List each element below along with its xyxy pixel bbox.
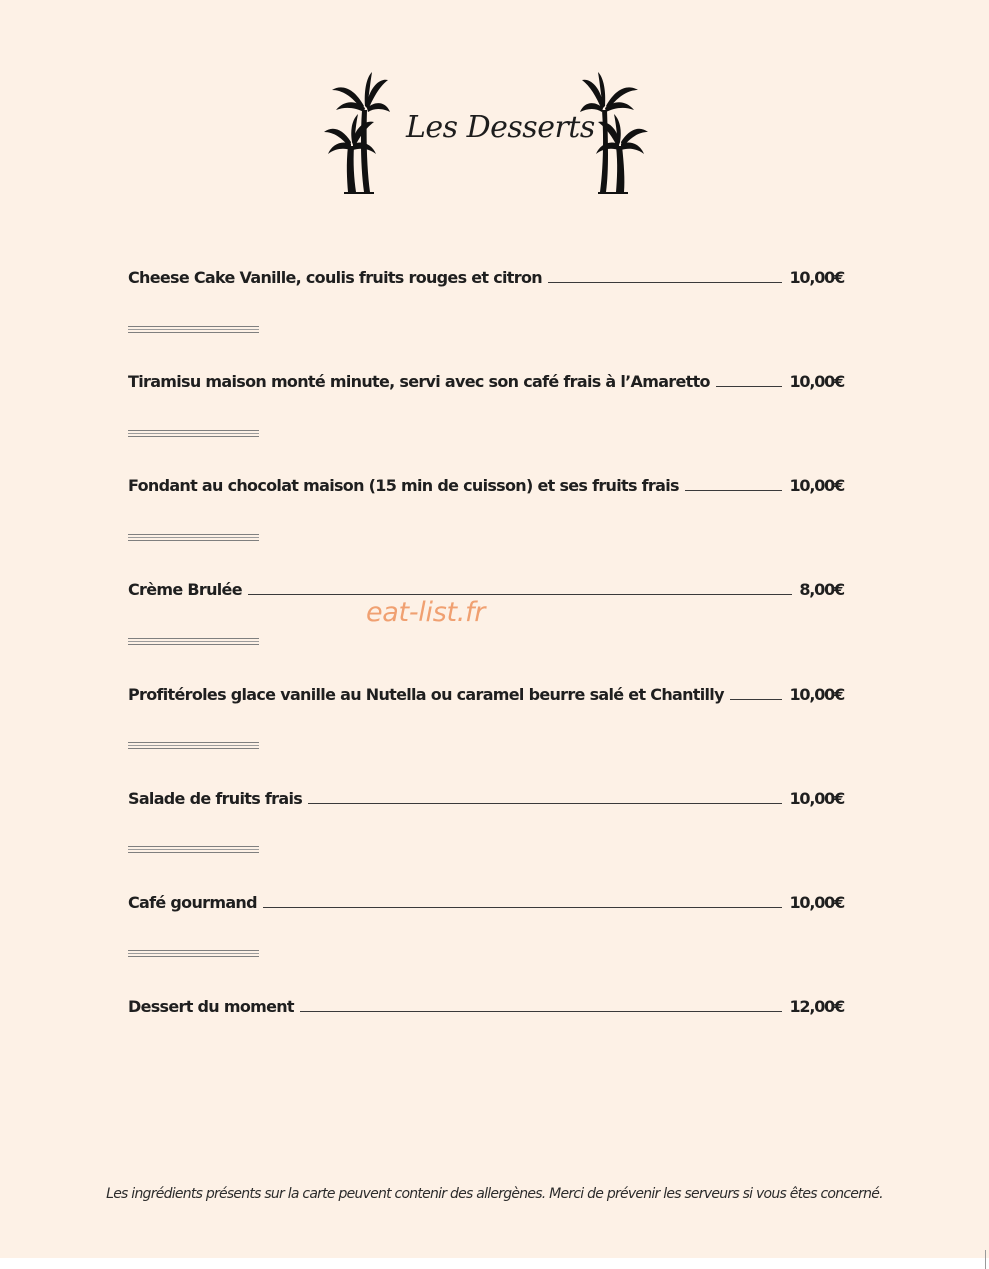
page-title: Les Desserts	[406, 110, 595, 145]
divider	[128, 742, 259, 749]
leader-line	[685, 490, 783, 491]
watermark: eat-list.fr	[366, 597, 486, 628]
menu-item	[128, 887, 844, 913]
menu-item	[128, 574, 844, 600]
divider	[128, 638, 259, 645]
menu-item-name: Cheese Cake Vanille, coulis fruits rouges et citron	[128, 268, 542, 287]
menu-item-price: 12,00€	[789, 997, 844, 1016]
leader-line	[730, 699, 783, 700]
menu-item	[128, 783, 844, 809]
menu-item-price: 10,00€	[789, 476, 844, 495]
menu-item-price: 10,00€	[789, 372, 844, 391]
divider	[128, 326, 259, 333]
scroll-edge-marker	[985, 1250, 986, 1269]
menu-item-name: Café gourmand	[128, 893, 257, 912]
palm-trees-icon	[580, 70, 648, 194]
menu-item	[128, 991, 844, 1017]
palm-trees-icon	[324, 70, 392, 194]
menu-item	[128, 366, 844, 392]
menu-item-price: 10,00€	[789, 268, 844, 287]
menu-item	[128, 679, 844, 705]
menu-item-name: Tiramisu maison monté minute, servi avec son café frais à l’Amaretto	[128, 372, 710, 391]
divider	[128, 430, 259, 437]
divider	[128, 534, 259, 541]
leader-line	[548, 282, 783, 283]
menu-item	[128, 470, 844, 496]
menu-item-price: 10,00€	[789, 685, 844, 704]
leader-line	[263, 907, 783, 908]
menu-header	[320, 70, 660, 200]
allergen-note: Les ingrédients présents sur la carte peuvent contenir des allergènes. Merci de prévenir les serveurs si vous êtes concerné.	[106, 1186, 883, 1202]
menu-item-price: 8,00€	[799, 580, 844, 599]
divider	[128, 846, 259, 853]
divider	[128, 950, 259, 957]
menu-item-name: Fondant au chocolat maison (15 min de cuisson) et ses fruits frais	[128, 476, 679, 495]
menu-item-price: 10,00€	[789, 789, 844, 808]
leader-line	[300, 1011, 783, 1012]
leader-line	[716, 386, 783, 387]
menu-item-name: Dessert du moment	[128, 997, 294, 1016]
menu-item-name: Crème Brulée	[128, 580, 242, 599]
page-bottom-margin	[0, 1258, 989, 1269]
menu-item-price: 10,00€	[789, 893, 844, 912]
menu-item-name: Profitéroles glace vanille au Nutella ou caramel beurre salé et Chantilly	[128, 685, 724, 704]
leader-line	[248, 594, 793, 595]
leader-line	[308, 803, 782, 804]
menu-item	[128, 262, 844, 288]
menu-item-name: Salade de fruits frais	[128, 789, 303, 808]
